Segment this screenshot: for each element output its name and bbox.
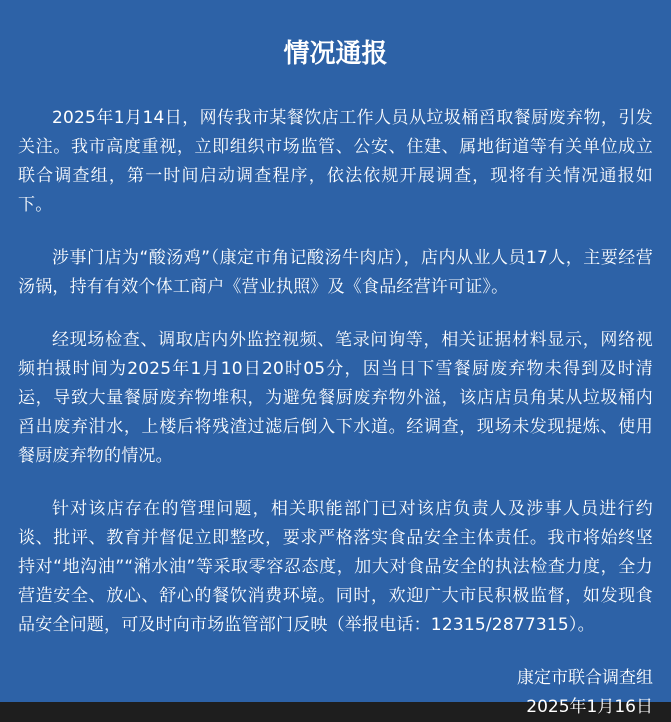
signature-org: 康定市联合调查组: [517, 668, 653, 688]
signature-date: 2025年1月16日: [526, 697, 653, 717]
notice-paragraph-measures: 针对该店存在的管理问题，相关职能部门已对该店负责人及涉事人员进行约谈、批评、教育并督促立即整改，要求严格落实食品安全主体责任。我市将始终坚持对“地沟油”“潲水油”等采取零容忍态度，加大对食品安全的执法检查力度，全力营造安全、放心、舒心的餐饮消费环境。同时，欢迎广大市民积极监督，如发现食品安全问题，可及时向市场监管部门反映（举报电话：12315/2877315）。: [18, 499, 653, 635]
notice-paragraph-intro: 2025年1月14日，网传我市某餐饮店工作人员从垃圾桶舀取餐厨废弃物，引发关注。我市高度重视，立即组织市场监管、公安、住建、属地街道等有关单位成立联合调查组，第一时间启动调查程序，依法依规开展调查，现将有关情况通报如下。: [18, 108, 653, 215]
notice-body: [18, 104, 653, 640]
notice-paragraph-store-info: 涉事门店为“酸汤鸡”（康定市角记酸汤牛肉店），店内从业人员17人，主要经营汤锅，持有有效个体工商户《营业执照》及《食品经营许可证》。: [18, 248, 653, 297]
signature-block: [18, 664, 653, 722]
notice-paragraph-investigation: 经现场检查、调取店内外监控视频、笔录问询等，相关证据材料显示，网络视频拍摄时间为2025年1月10日20时05分，因当日下雪餐厨废弃物未得到及时清运，导致大量餐厨废弃物堆积，为避免餐厨废弃物外溢，该店店员角某从垃圾桶内舀出废弃泔水，上楼后将残渣过滤后倒入下水道。经调查，现场未发现提炼、使用餐厨废弃物的情况。: [18, 330, 653, 466]
notice-title: 情况通报: [283, 39, 388, 69]
